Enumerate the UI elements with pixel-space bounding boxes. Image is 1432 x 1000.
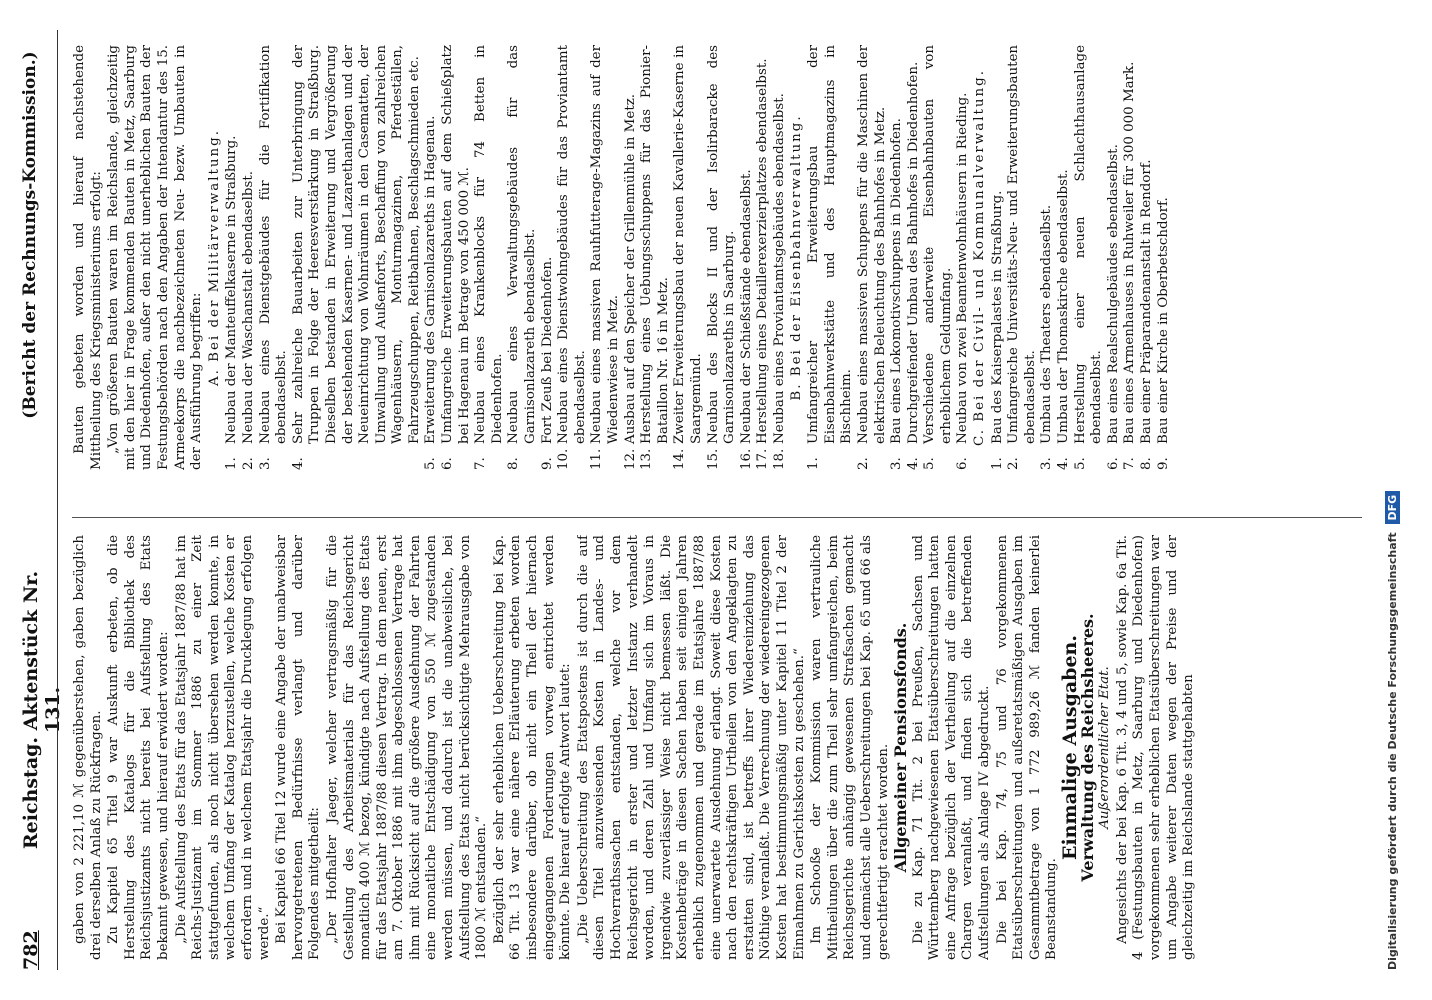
paragraph: Bezüglich der sehr erheblichen Ueberschreitung bei Kap. 66 Tit. 13 war eine nähere Erläuterung erbeten worden insbesondere darüber, ob nicht ein Theil der hiernach eingegangenen Forderungen vorweg entrichtet werden könnte. Die hierauf erfolgte Antwort lautet: xyxy=(491,535,574,960)
list-item-number: 4. xyxy=(290,457,306,470)
right-column xyxy=(72,45,1362,470)
section-c-list xyxy=(990,45,1173,470)
list-item-text: Verschiedene anderweite Eisenbahnbauten von erheblichem Geldumfang. xyxy=(922,45,954,444)
list-item-text: Bau einer Präparandenanstalt in Rendorf. xyxy=(1139,159,1154,444)
paragraph: Die bei Kap. 74, 75 und 76 vorgekommenen Etatsüberschreitungen und außeretatsmäßigen Ausgaben im Gesammtbetrage von 1 772 989,26 ℳ fanden keinerlei Beanstandung. xyxy=(994,535,1060,960)
list-item-number: 2. xyxy=(1006,457,1022,470)
list-item-number: 17. xyxy=(755,448,771,470)
list-item-number: 3. xyxy=(257,457,273,470)
paragraph: Zu Kapitel 65 Titel 9 war Auskunft erbeten, ob die Herstellung des Katalogs für die Bibliothek des Reichsjustizamts nicht bereits bei Aufstellung des Etats bekannt gewesen, und hierauf erwidert worden: xyxy=(106,535,171,960)
extraordinary-paragraphs xyxy=(1115,535,1198,960)
extraordinary-heading: Außerordentlicher Etat. xyxy=(1097,666,1113,829)
list-item xyxy=(241,45,258,470)
list-item xyxy=(540,45,557,470)
paragraph: Bauten gebeten worden und hierauf nachstehende Mittheilung des Kriegsministeriums erfolgt: xyxy=(72,45,104,470)
list-item-number: 8. xyxy=(1139,457,1154,470)
list-item-number: 2. xyxy=(240,457,256,470)
list-item-text: Ausbau auf den Speicher der Grillenmühle in Metz. xyxy=(622,93,638,444)
list-item xyxy=(639,45,672,470)
section-b-list xyxy=(806,45,972,470)
list-item-number: 18. xyxy=(771,448,787,470)
paragraph: „Die Ueberschreitung des Etatspostens ist durch die auf diesen Titel anzuweisenden Kosten in Landes- und Hochverrathssachen entstanden, welche vor dem Reichsgericht in erster und letzter Instanz verhandelt worden, und deren Zahl und Umfang sich im Voraus in irgendwie zuverlässiger Weise nicht bemessen läßt. Die Kostenbeträge in diesen Sachen haben seit einigen Jahren erheblich zugenommen und gerade im Etatsjahre 1887/88 eine unerwartete Ausdehnung erlangt. Soweit diese Kosten nach den rechtskräftigen Urtheilen von den Angeklagten zu erstatten sind, ist betreffs ihrer Wiedereinziehung das Nöthige veranlaßt. Die Verrechnung der wiedereingezogenen Kosten hat bestimmungsmäßig unter Kapitel 11 Titel 2 der Einnahmen zu Gerichtskosten zu geschehen.“ xyxy=(575,535,807,960)
list-item-text: Neubau der Manteuffelkaserne in Straßburg. xyxy=(224,135,240,444)
list-item-text: Neubau eines Verwaltungsgebäudes für das Garnisonlazareth ebendaselbst. xyxy=(506,45,539,444)
list-item-number: 13. xyxy=(639,448,655,470)
list-item xyxy=(1039,45,1056,470)
digitization-footer xyxy=(1385,30,1415,970)
list-item-text: Durchgreifender Umbau des Bahnhofes in Diedenhofen. xyxy=(905,61,921,444)
list-item-number: 14. xyxy=(672,448,688,470)
list-item-text: Neubau von zwei Beamtenwohnhäusern in Rieding. xyxy=(955,92,971,444)
page-number: 782 xyxy=(20,930,42,970)
list-item-text: Neubau eines massiven Rauhfutterage-Magazins auf der Wiedenwiese in Metz. xyxy=(589,45,621,444)
list-item-text: Zweiter Erweiterungsbau der neuen Kavallerie-Kaserne in Saargemünd. xyxy=(672,45,704,444)
list-item xyxy=(806,45,856,470)
list-item-text: Neubau der Waschanstalt ebendaselbst. xyxy=(240,171,256,444)
list-item xyxy=(258,45,291,470)
list-item xyxy=(906,45,923,470)
paragraph: Im Schooße der Kommission waren vertrauliche Mittheilungen über die zum Theil sehr umfangreichen, beim Reichsgerichte anhängig gewesenen Strafsachen gemacht und demnächst alle Ueberschreitungen bei Kap. 65 und 66 als gerechtfertigt erachtet worden. xyxy=(809,535,891,960)
list-item-number: 1. xyxy=(224,457,240,470)
list-item-number: 5. xyxy=(922,457,938,470)
list-item-text: Fort Zeuß bei Diedenhofen. xyxy=(539,256,555,444)
list-item xyxy=(955,45,972,470)
list-item-text: Erweiterung des Garnisonlazareths in Hagenau. xyxy=(423,115,439,444)
list-item xyxy=(291,45,424,470)
once-expenses-heading: Einmalige Ausgaben. xyxy=(1059,635,1082,861)
list-item xyxy=(755,45,772,470)
list-item-text: Herstellung einer neuen Schlachthausanlage ebendaselbst. xyxy=(1072,45,1105,444)
list-item-number: 1. xyxy=(989,457,1005,470)
list-item xyxy=(856,45,889,470)
list-item-number: 2. xyxy=(855,457,871,470)
list-item-number: 8. xyxy=(506,457,522,470)
list-item-text: Sehr zahlreiche Bauarbeiten zur Unterbringung der Truppen in Folge der Heeresverstärkung in Straßburg. Dieselben bestanden in Erweiterung und Vergrößerung der bestehenden Kasernen- und Lazarethanlagen und der Neueinrichtung von Wohnräumen in den Casematten, der Umwallung und Außenforts, Beschaffung von zahlreichen Wagenhäusern, Monturmagazinen, Pferdeställen, Fahrzeugschuppen, Reitbahnen, Beschlagschmieden etc. xyxy=(290,45,422,444)
list-item-number: 3. xyxy=(889,457,905,470)
list-item-number: 5. xyxy=(423,457,439,470)
list-item xyxy=(990,45,1007,470)
digitization-note: Digitalisierung gefördert durch die Deutsche Forschungsgemeinschaft xyxy=(1386,532,1399,970)
list-item xyxy=(1156,45,1173,470)
list-item xyxy=(224,45,241,470)
list-item-text: Neubau eines Dienstgebäudes für die Fortifikation ebendaselbst. xyxy=(257,45,290,444)
list-item-text: Umfangreicher Erweiterungsbau der Eisenbahnwerkstätte und des Hauptmagazins in Bischheim. xyxy=(806,45,855,444)
list-item-text: Bau des Kaiserpalastes in Straßburg. xyxy=(989,190,1005,444)
list-item-text: Bau eines Armenhauses in Ruhweiler für 300 000 Mark. xyxy=(1122,61,1138,444)
list-item-number: 16. xyxy=(738,448,754,470)
list-item xyxy=(1056,45,1073,470)
list-item-number: 10. xyxy=(556,448,572,470)
list-item-text: Umbau der Thomaskirche ebendaselbst. xyxy=(1056,169,1072,444)
list-item xyxy=(440,45,473,470)
list-item-text: Umfangreiche Erweiterungsbauten auf dem Schießplatz bei Hagenau im Betrage von 450 000 ℳ. xyxy=(440,45,472,444)
list-item xyxy=(1106,45,1123,470)
list-item-text: Neubau eines Krankenblocks für 74 Betten in Diedenhofen. xyxy=(473,45,505,444)
list-item xyxy=(506,45,539,470)
list-item xyxy=(672,45,705,470)
section-b-heading: B. Bei der Eisenbahnverwaltung. xyxy=(788,114,804,401)
list-item xyxy=(739,45,756,470)
list-item-number: 6. xyxy=(1105,457,1121,470)
list-item-number: 7. xyxy=(1122,457,1138,470)
list-item xyxy=(706,45,739,470)
list-item-number: 12. xyxy=(622,448,638,470)
list-item-number: 4. xyxy=(1056,457,1072,470)
left-column xyxy=(72,535,1362,960)
list-item-text: Bau einer Kirche in Oberbetschdorf. xyxy=(1155,197,1171,444)
list-item-text: Neubau des Blocks II und der Isolirbaracke des Garnisonlazareths in Saarburg. xyxy=(705,45,738,444)
list-item xyxy=(1006,45,1039,470)
list-item-text: Herstellung eines Detaillerexerzierplatzes ebendaselbst. xyxy=(755,58,771,444)
list-item-number: 3. xyxy=(1039,457,1055,470)
list-item-text: Herstellung eines Uebungsschuppens für das Pionier-Bataillon Nr. 16 in Metz. xyxy=(639,45,671,444)
list-item-number: 1. xyxy=(806,457,822,470)
list-item xyxy=(623,45,640,470)
section-a-list xyxy=(224,45,788,470)
list-item-text: Neubau eines Dienstwohngebäudes für das Proviantamt ebendaselbst. xyxy=(556,45,588,444)
list-item xyxy=(1122,45,1139,470)
list-item xyxy=(589,45,622,470)
paragraph: „Von größeren Bauten waren im Reichslande, gleichzeitig mit den hier in Frage kommenden Bauten in Metz, Saarburg und Diedenhofen, außer den nicht unerheblichen Bauten der Festungsbehörden nach den Angaben der Intendantur des 15. Armeekorps die nachbezeichneten Neu- bezw. Umbauten in der Ausführung begriffen: xyxy=(106,45,205,470)
paragraph: Die zu Kap. 71 Tit. 2 bei Preußen, Sachsen und Württemberg nachgewiesenen Etatsüberschreitungen hatten eine Anfrage bezüglich der Vertheilung auf die einzelnen Chargen veranlaßt, und finden sich die betreffenden Aufstellungen als Anlage IV abgedruckt. xyxy=(910,535,993,960)
dfg-logo: DFG xyxy=(1385,491,1400,525)
list-item xyxy=(423,45,440,470)
list-item xyxy=(889,45,906,470)
list-item xyxy=(556,45,589,470)
column-divider xyxy=(72,517,1362,518)
list-item xyxy=(1139,45,1156,470)
pension-paragraphs xyxy=(911,535,1061,960)
paragraph: Bei Kapitel 66 Titel 12 wurde eine Angabe der unabweisbar hervorgetretenen Bedürfnisse verlangt und darüber Folgendes mitgetheilt: xyxy=(274,535,323,960)
header-rule xyxy=(57,30,58,970)
list-item-number: 9. xyxy=(539,457,555,470)
list-item-text: Neubau der Schießstände ebendaselbst. xyxy=(738,169,754,444)
list-item-text: Umfangreiche Universitäts-Neu- und Erweiterungsbauten ebendaselbst. xyxy=(1006,45,1038,444)
list-item xyxy=(772,45,789,470)
list-item-number: 5. xyxy=(1072,457,1088,470)
list-item xyxy=(922,45,955,470)
list-item-number: 15. xyxy=(705,448,721,470)
section-a-heading: A. Bei der Militärverwaltung. xyxy=(206,128,222,387)
list-item-number: 4. xyxy=(905,457,921,470)
paragraph: Angesichts der bei Kap. 6 Tit. 3, 4 und 5, sowie Kap. 6a Tit. 4 (Festungsbauten in Metz, Saarburg und Diedenhofen) vorgekommenen sehr erheblichen Etatsüberschreitungen war um Angabe weiterer Daten wegen der Preise und der gleichzeitig im Reichslande stattgehabten xyxy=(1114,535,1197,960)
list-item xyxy=(1073,45,1106,470)
list-item-text: Bau eines Lokomotivschuppens in Diedenhofen. xyxy=(889,118,905,444)
list-item xyxy=(473,45,506,470)
pension-heading: Allgemeiner Pensionsfonds. xyxy=(891,622,911,873)
paragraph: „Die Aufstellung des Etats für das Etatsjahr 1887/88 hat im Reichs-Justizamt im Sommer 1886 zu einer Zeit stattgefunden, als noch nicht übersehen werden konnte, in welchem Umfang der Katalog herzustellen, welche Kosten er erfordern und in welchem Etatsjahr die Drucklegung erfolgen werde.“ xyxy=(173,535,272,960)
header-title-left: Reichstag. Aktenstück Nr. 131. xyxy=(20,570,64,850)
header-title-right: (Bericht der Rechnungs-Kommission.) xyxy=(20,51,40,419)
paragraph: „Der Hofhalter Jaeger, welcher vertragsmäßig für die Gestellung des Arbeitsmaterials für das Reichsgericht monatlich 400 ℳ bezog, kündigte nach Aufstellung des Etats für das Etatsjahr 1887/88 diesen Vertrag. In dem neuen, erst am 7. Oktober 1886 mit ihm abgeschlossenen Vertrage hat ihm mit Rücksicht auf die größere Ausdehnung der Fahrten eine monatliche Entschädigung von 550 ℳ zugestanden werden müssen, und dadurch ist die unabweisliche, bei Aufstellung des Etats nicht berücksichtigte Mehrausgabe von 1800 ℳ entstanden.“ xyxy=(324,535,490,960)
army-heading: Verwaltung des Reichsheeres. xyxy=(1077,613,1097,882)
list-item-number: 9. xyxy=(1155,457,1171,470)
list-item-text: Neubau eines Proviantamtsgebäudes ebendaselbst. xyxy=(771,93,787,444)
list-item-number: 11. xyxy=(589,448,605,470)
page-header xyxy=(14,30,64,970)
list-item-number: 6. xyxy=(955,457,971,470)
list-item-number: 7. xyxy=(473,457,489,470)
list-item-number: 6. xyxy=(440,457,456,470)
list-item-text: Bau eines Realschulgebäudes ebendaselbst. xyxy=(1105,144,1121,444)
list-item-text: Neubau eines massiven Schuppens für die Maschinen der elektrischen Beleuchtung des Bahnhofes in Metz. xyxy=(855,45,888,444)
section-c-heading: C. Bei der Civil- und Kommunalverwaltung. xyxy=(972,69,988,446)
left-paragraphs xyxy=(72,535,892,960)
paragraph: gaben von 2 221,10 ℳ gegenüberstehen, gaben bezüglich drei derselben Anlaß zu Rückfragen. xyxy=(72,535,104,960)
list-item-text: Umbau des Theaters ebendaselbst. xyxy=(1039,204,1055,444)
intro-paragraphs xyxy=(72,45,206,470)
